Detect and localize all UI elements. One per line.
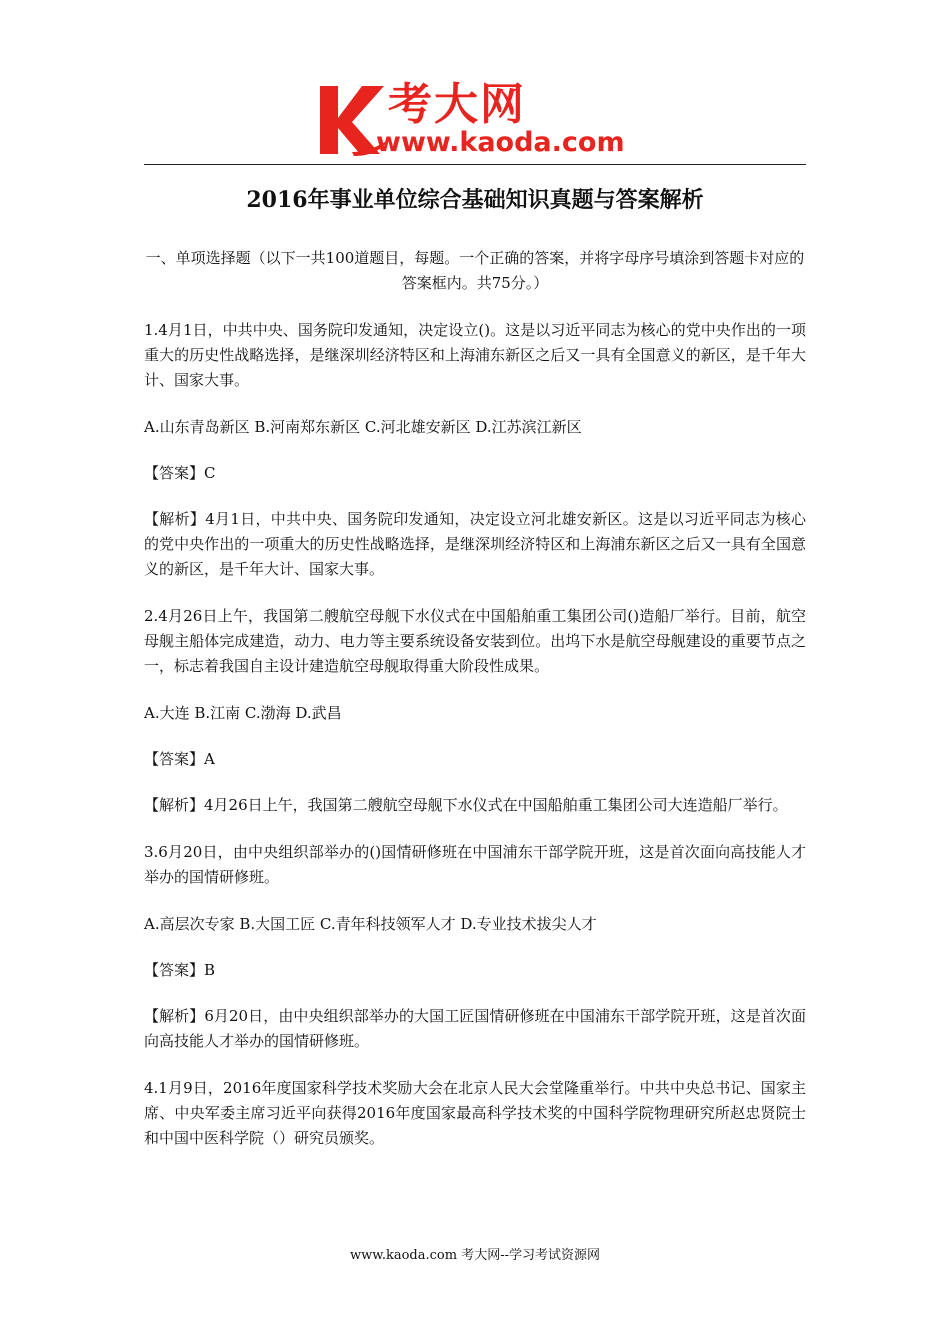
question-4-stem: 4.1月9日，2016年度国家科学技术奖励大会在北京人民大会堂隆重举行。中共中央总书记、国家主席、中央军委主席习近平向获得2016年度国家最高科学技术奖的中国科学院物理研究所赵忠贤院士和中国中医科学院（）研究员颁奖。	[144, 1079, 806, 1147]
question-2-stem: 2.4月26日上午，我国第二艘航空母舰下水仪式在中国船舶重工集团公司()造船厂举行。目前，航空母舰主船体完成建造，动力、电力等主要系统设备安装到位。出坞下水是航空母舰建设的重要节点之一，标志着我国自主设计建造航空母舰取得重大阶段性成果。	[144, 607, 806, 675]
question-3-analysis: 【解析】6月20日，由中央组织部举办的大国工匠国情研修班在中国浦东干部学院开班，这是首次面向高技能人才举办的国情研修班。	[144, 1007, 806, 1050]
page-footer: www.kaoda.com 考大网--学习考试资源网	[350, 1248, 600, 1263]
question-2-answer: 【答案】A	[144, 750, 215, 768]
question-2-options: A.大连 B.江南 C.渤海 D.武昌	[144, 704, 342, 722]
question-2-analysis: 【解析】4月26日上午，我国第二艘航空母舰下水仪式在中国船舶重工集团公司大连造船厂举行。	[144, 796, 788, 814]
kaoda-logo	[318, 79, 638, 158]
question-1-analysis: 【解析】4月1日，中共中央、国务院印发通知，决定设立河北雄安新区。这是以习近平同志为核心的党中央作出的一项重大的历史性战略选择，是继深圳经济特区和上海浦东新区之后又一具有全国意义的新区，是千年大计、国家大事。	[144, 510, 806, 578]
section-intro: 一、单项选择题（以下一共100道题目，每题。一个正确的答案，并将字母序号填涂到答题卡对应的答案框内。共75分。）	[145, 249, 805, 292]
question-3-answer: 【答案】B	[144, 961, 216, 979]
document-body	[144, 246, 806, 1173]
question-3-options: A.高层次专家 B.大国工匠 C.青年科技领军人才 D.专业技术拔尖人才	[144, 915, 597, 933]
page-title: 2016年事业单位综合基础知识真题与答案解析	[246, 187, 704, 213]
logo-brand-text: 考大网	[388, 79, 526, 130]
question-1-answer: 【答案】C	[144, 464, 216, 482]
logo-url-text: www.kaoda.com	[376, 127, 625, 158]
question-1-stem: 1.4月1日，中共中央、国务院印发通知，决定设立()。这是以习近平同志为核心的党中央作出的一项重大的历史性战略选择，是继深圳经济特区和上海浦东新区之后又一具有全国意义的新区，是千年大计、国家大事。	[144, 321, 806, 389]
question-1-options: A.山东青岛新区 B.河南郑东新区 C.河北雄安新区 D.江苏滨江新区	[144, 418, 582, 436]
header-divider	[144, 164, 806, 165]
question-3-stem: 3.6月20日，由中央组织部举办的()国情研修班在中国浦东干部学院开班，这是首次面向高技能人才举办的国情研修班。	[144, 843, 806, 886]
